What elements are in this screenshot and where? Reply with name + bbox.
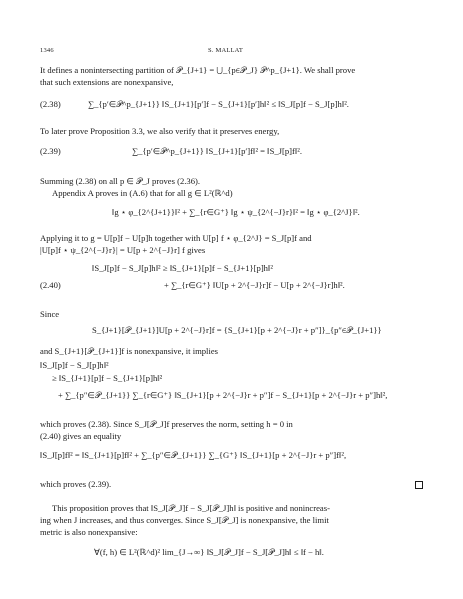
equation-number-2-38: (2.38) <box>40 99 61 109</box>
body-line-12: which proves (2.39). <box>40 479 112 489</box>
equation-2-38: ∑_{p′∈𝒫^p_{J+1}} ‖S_{J+1}[p′]f − S_{J+1}[p′]h‖² ≤ ‖S_J[p]f − S_J[p]h‖². <box>88 99 349 109</box>
body-line-13: This proposition proves that ‖S_J[𝒫_J]f − S_J[𝒫_J]h‖ is positive and nonincreas- <box>52 503 330 513</box>
equation-2-40-line-2: + ∑_{r∈G⁺} ‖U[p + 2^{−J}r]f − U[p + 2^{−J}r]h‖². <box>164 280 345 290</box>
body-line-7: |U[p]f ⋆ ψ_{2^{−J}r}| = U[p + 2^{−J}r] f gives <box>40 245 206 255</box>
equation-a-6: ‖g ⋆ φ_{2^{J+1}}‖² + ∑_{r∈G⁺} ‖g ⋆ ψ_{2^{−J}r}‖² = ‖g ⋆ φ_{2^J}‖². <box>112 207 360 217</box>
equation-number-2-39: (2.39) <box>40 146 61 156</box>
equation-2-39: ∑_{p′∈𝒫^p_{J+1}} ‖S_{J+1}[p′]f‖² = ‖S_J[p]f‖². <box>132 146 303 156</box>
qed-square-icon <box>415 481 423 489</box>
body-line-9: and S_{J+1}[𝒫_{J+1}]f is nonexpansive, it implies <box>40 346 218 356</box>
equation-implies-line-2: ≥ ‖S_{J+1}[p]f − S_{J+1}[p]h‖² <box>52 373 163 383</box>
body-line-1: It defines a nonintersecting partition of 𝒫_{J+1} = ⋃_{p∈𝒫_J} 𝒫^p_{J+1}. We shall prove <box>40 65 356 75</box>
equation-since: S_{J+1}[𝒫_{J+1}]U[p + 2^{−J}r]f = {S_{J+1}[p + 2^{−J}r + p″]}_{p″∈𝒫_{J+1}} <box>92 325 382 335</box>
body-line-2: that such extensions are nonexpansive, <box>40 77 174 87</box>
equation-limit: ∀(f, h) ∈ L²(ℝ^d)² lim_{J→∞} ‖S_J[𝒫_J]f − S_J[𝒫_J]h‖ ≤ ‖f − h‖. <box>94 547 324 557</box>
body-line-11: (2.40) gives an equality <box>40 431 122 441</box>
body-line-15: metric is also nonexpansive: <box>40 527 138 537</box>
equation-implies-line-1: ‖S_J[p]f − S_J[p]h‖² <box>40 360 109 370</box>
body-line-6: Applying it to g = U[p]f − U[p]h together with U[p] f ⋆ φ_{2^J} = S_J[p]f and <box>40 233 312 243</box>
body-line-10: which proves (2.38). Since S_J[𝒫_J]f preserves the norm, setting h = 0 in <box>40 419 293 429</box>
body-line-4: Summing (2.38) on all p ∈ 𝒫_J proves (2.36). <box>40 176 201 186</box>
equation-implies-line-3: + ∑_{p″∈𝒫_{J+1}} ∑_{r∈G⁺} ‖S_{J+1}[p + 2^{−J}r + p″]f − S_{J+1}[p + 2^{−J}r + p″]h‖², <box>58 390 388 400</box>
equation-2-40-line-1: ‖S_J[p]f − S_J[p]h‖² ≥ ‖S_{J+1}[p]f − S_{J+1}[p]h‖² <box>92 263 273 273</box>
body-line-3: To later prove Proposition 3.3, we also verify that it preserves energy, <box>40 126 280 136</box>
equation-number-2-40: (2.40) <box>40 280 61 290</box>
body-line-8: Since <box>40 309 60 319</box>
running-title: S. MALLAT <box>208 47 244 54</box>
page-number: 1346 <box>40 47 54 54</box>
body-line-5: Appendix A proves in (A.6) that for all g ∈ L²(ℝ^d) <box>52 188 233 198</box>
body-line-14: ing when J increases, and thus converges. Since S_J[𝒫_J] is nonexpansive, the limit <box>40 515 329 525</box>
equation-equality: ‖S_J[p]f‖² = ‖S_{J+1}[p]f‖² + ∑_{p″∈𝒫_{J+1}} ∑_{G⁺} ‖S_{J+1}[p + 2^{−J}r + p″]f‖², <box>40 450 347 460</box>
